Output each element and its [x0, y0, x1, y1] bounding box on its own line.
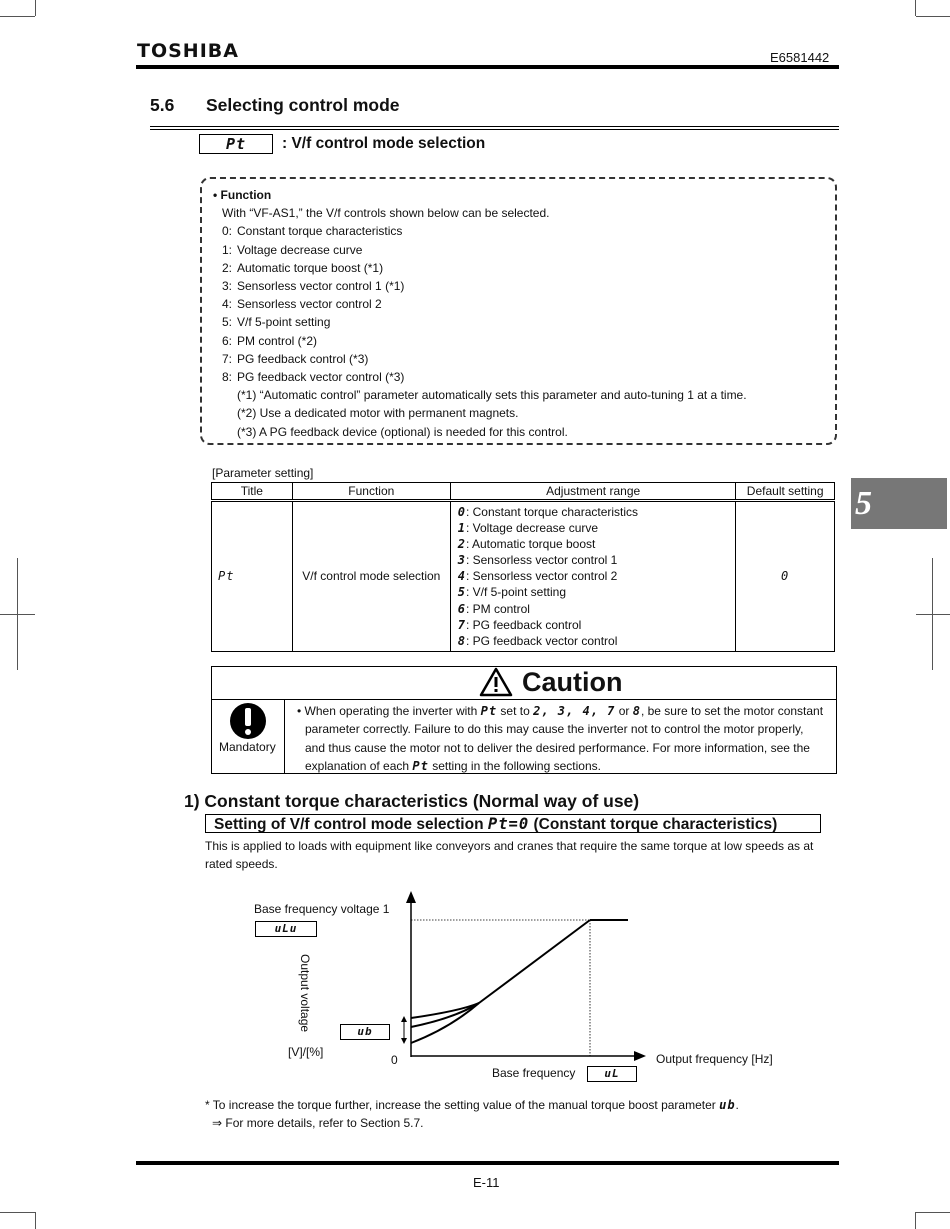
range-item-text: : Constant torque characteristics [465, 505, 639, 519]
footnote-1-end: . [735, 1098, 739, 1112]
range-item-text: : PM control [465, 601, 530, 616]
vf-graph [380, 885, 660, 1070]
parameter-table [211, 482, 835, 652]
section-rule [150, 126, 839, 127]
section-number: 5.6 [150, 95, 175, 115]
brand-logo: TOSHIBA [137, 40, 239, 62]
setting-box-code: Pt=0 [487, 815, 530, 833]
range-item-code: 4 [457, 569, 466, 584]
chapter-side-tab: 5 [851, 478, 947, 529]
range-item [457, 633, 729, 649]
function-heading: • Function [213, 188, 272, 202]
cell-range [450, 501, 735, 652]
function-item-number: 0: [222, 224, 233, 239]
param-title: : V/f control mode selection [282, 135, 486, 152]
range-item [457, 520, 729, 536]
footnote-2: ⇒ For more details, refer to Section 5.7. [212, 1116, 424, 1130]
caution-line-4-b: setting in the following sections. [428, 759, 601, 774]
range-item-code: 1 [457, 521, 466, 536]
subsection-setting-box [205, 814, 821, 833]
caution-line-1-a: • When operating the inverter with [297, 704, 481, 718]
footnote-1-text: * To increase the torque further, increase the setting value of the manual torque boost parameter [205, 1098, 720, 1112]
base-voltage-label: Base frequency voltage 1 [254, 902, 390, 916]
function-item-number: 2: [222, 260, 233, 275]
header-default: Default setting [736, 483, 835, 501]
boost-arrow-down [401, 1038, 407, 1044]
range-item-text: : V/f 5-point setting [465, 585, 567, 600]
function-item-text: Automatic torque boost (*1) [237, 260, 384, 275]
function-item-text: Constant torque characteristics [237, 224, 403, 239]
caution-line-1-b: set to [497, 704, 534, 718]
function-item-number: 1: [222, 242, 233, 257]
caution-line-3: and thus cause the motor not to deliver the desired performance. For more information, see the [305, 740, 810, 755]
function-item-number: 8: [222, 370, 233, 385]
caution-line-1-values: 2, 3, 4, 7 [533, 704, 616, 718]
function-item-text: Sensorless vector control 1 (*1) [237, 279, 405, 294]
y-unit-label: [V]/[%] [288, 1045, 324, 1059]
subsection-description [205, 837, 813, 873]
page-number: E-11 [473, 1175, 500, 1190]
function-notes [213, 386, 747, 441]
range-item-code: 2 [457, 537, 466, 552]
cell-title: Pt [212, 501, 293, 652]
function-item [222, 350, 747, 368]
caution-line-1-c: , be sure to set the motor constant [640, 704, 824, 718]
function-item-text: V/f 5-point setting [237, 315, 331, 330]
mandatory-label: Mandatory [219, 740, 276, 754]
function-item [222, 332, 747, 350]
function-item [222, 295, 747, 313]
setting-box-text-b: (Constant torque characteristics) [529, 816, 778, 833]
function-item-text: PG feedback vector control (*3) [237, 370, 405, 385]
setting-box-text-a: Setting of V/f control mode selection [214, 816, 488, 833]
header-function: Function [292, 483, 450, 501]
subsection-title: 1) Constant torque characteristics (Normal way of use) [184, 791, 640, 811]
function-item [222, 222, 747, 240]
function-item-number: 3: [222, 279, 233, 294]
range-item [457, 601, 729, 617]
range-item-code: 8 [457, 633, 466, 648]
cell-function: V/f control mode selection [292, 501, 450, 652]
range-item-code: 5 [457, 585, 466, 600]
range-item [457, 504, 729, 520]
function-item [222, 259, 747, 277]
range-item-text: : Voltage decrease curve [465, 521, 599, 536]
range-item-code: 7 [457, 617, 466, 632]
footer-rule [136, 1161, 839, 1165]
function-item [222, 313, 747, 331]
function-items [213, 222, 747, 386]
function-item-number: 7: [222, 351, 233, 366]
header-title: Title [212, 483, 293, 501]
range-item [457, 536, 729, 552]
caution-line-4-code: Pt [412, 759, 429, 774]
caution-text [297, 702, 823, 776]
caution-line-1-last: 8 [632, 704, 641, 718]
range-item-code: 6 [457, 601, 466, 616]
y-axis-arrow [406, 891, 416, 903]
x-axis-arrow [634, 1051, 646, 1061]
function-item-number: 6: [222, 333, 233, 348]
caution-line-4-a: explanation of each [305, 759, 413, 774]
caution-icon-divider [284, 699, 285, 773]
function-intro: With “VF-AS1,” the V/f controls shown below can be selected. [222, 206, 550, 221]
vf-characteristic-line [479, 920, 590, 1003]
param-code-box: Pt [199, 134, 273, 154]
function-item-number: 5: [222, 315, 233, 330]
function-item-number: 4: [222, 297, 233, 312]
function-note: (*1) “Automatic control” parameter automatically sets this parameter and auto-tuning 1 at a time. [237, 388, 747, 403]
footnote-1 [205, 1098, 739, 1112]
range-item-text: : PG feedback vector control [465, 633, 618, 648]
base-voltage-code: uLu [255, 921, 317, 937]
function-item [222, 241, 747, 259]
caution-line-1-or: or [615, 704, 633, 718]
range-item-text: : Sensorless vector control 2 [465, 569, 618, 584]
function-content [213, 186, 747, 441]
range-item-code: 0 [457, 505, 466, 519]
doc-number: E6581442 [770, 50, 830, 65]
range-item-text: : PG feedback control [465, 617, 582, 632]
function-item-text: PG feedback control (*3) [237, 351, 369, 366]
mandatory-icon [229, 702, 267, 740]
caution-title: Caution [522, 667, 623, 697]
description-line-2: rated speeds. [205, 857, 278, 871]
range-item [457, 584, 729, 600]
function-item-text: Voltage decrease curve [237, 242, 363, 257]
function-note: (*2) Use a dedicated motor with permanent magnets. [237, 406, 519, 421]
range-item-text: : Automatic torque boost [465, 537, 596, 552]
description-line-1: This is applied to loads with equipment like conveyors and cranes that require the same torque at low speeds as at [205, 839, 814, 853]
table-caption: [Parameter setting] [212, 466, 314, 480]
function-item-text: PM control (*2) [237, 333, 318, 348]
function-item-text: Sensorless vector control 2 [237, 297, 382, 312]
function-item [222, 368, 747, 386]
boost-code: ub [340, 1024, 390, 1040]
y-axis-label: Output voltage [298, 954, 312, 1033]
range-item [457, 617, 729, 633]
origin-label: 0 [391, 1053, 398, 1067]
footnote-1-code: ub [719, 1098, 736, 1112]
caution-title-rule [211, 699, 837, 700]
caution-line-1 [297, 702, 823, 720]
header-rule [136, 65, 839, 69]
function-note: (*3) A PG feedback device (optional) is needed for this control. [237, 424, 568, 439]
base-frequency-label: Base frequency [492, 1066, 576, 1080]
warning-triangle-icon [479, 667, 513, 697]
x-axis-label: Output frequency [Hz] [656, 1052, 773, 1066]
range-item-code: 3 [457, 553, 466, 568]
boost-arrow-up [401, 1016, 407, 1022]
header-range: Adjustment range [450, 483, 735, 501]
base-frequency-code: uL [587, 1066, 637, 1082]
range-item [457, 568, 729, 584]
cell-default: 0 [736, 501, 835, 652]
caution-line-1-code: Pt [480, 704, 498, 718]
section-rule-2 [150, 129, 839, 130]
caution-line-2: parameter correctly. Failure to do this may cause the inverter not to control the motor properly, [305, 722, 804, 737]
function-item [222, 277, 747, 295]
range-item [457, 552, 729, 568]
section-title: Selecting control mode [206, 95, 400, 115]
range-item-text: : Sensorless vector control 1 [465, 553, 618, 568]
caution-line-4 [297, 757, 823, 775]
